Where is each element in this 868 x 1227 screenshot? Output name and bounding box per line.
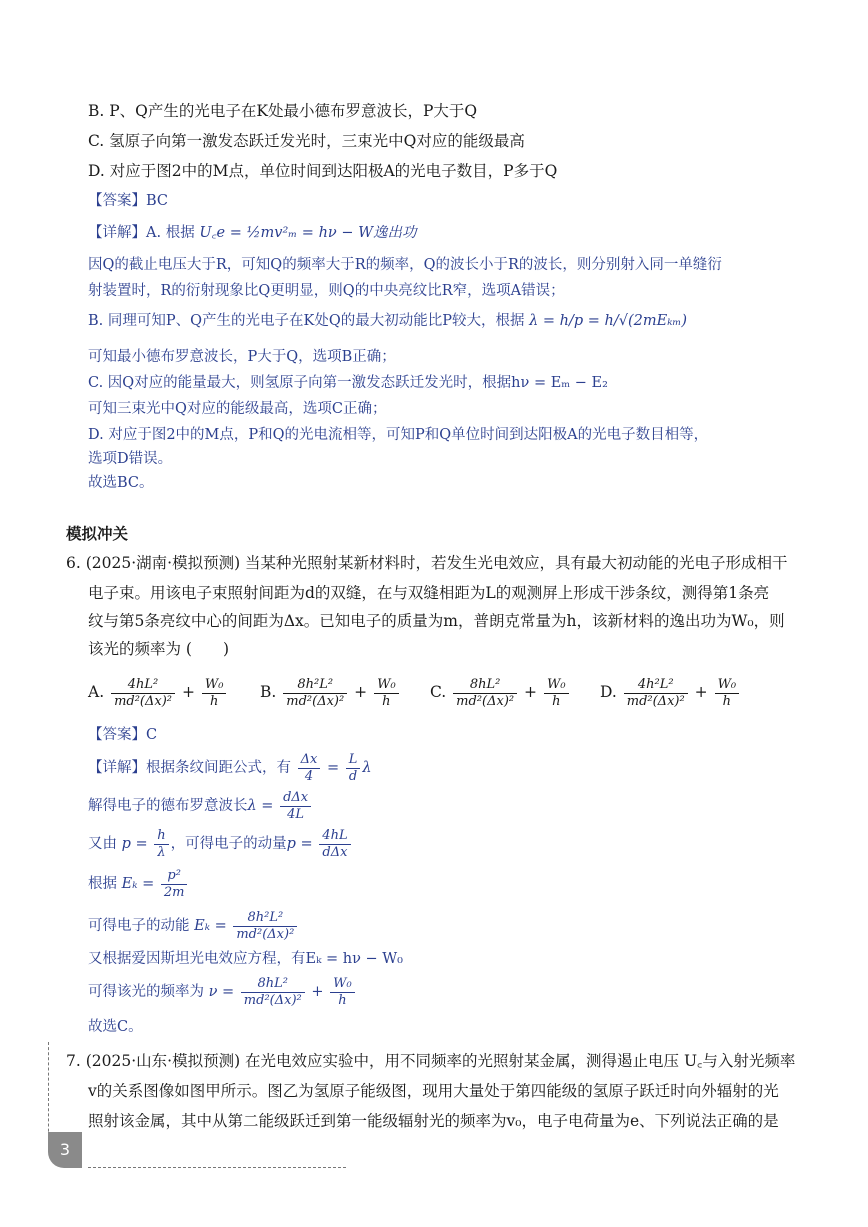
q6-detail-line: 解得电子的德布罗意波长λ = $\frac{\text{dΔx}}{4L}$ <box>88 788 313 824</box>
q5-detail-line: D. 对应于图2中的M点，P和Q的光电流相等，可知P和Q单位时间到达阳极A的光电子数目相等， <box>88 427 709 443</box>
page-number: 3 <box>48 1132 82 1168</box>
q6-stem-line: 纹与第5条亮纹中心的间距为Δx。已知电子的质量为m，普朗克常量为h，该新材料的逸出功为W₀，则 <box>88 612 785 630</box>
q7-stem-line: 照射该金属，其中从第二能级跃迁到第一能级辐射光的频率为v₀，电子电荷量为e、下列说法正确的是 <box>88 1112 779 1130</box>
q6-stem-line: 6. (2025·湖南·模拟预测) 当某种光照射某新材料时，若发生光电效应，具有最大初动能的光电子形成相干 <box>66 554 788 572</box>
q6-detail-line: 又由 p = $\frac{h}{\lambda}$ ，可得电子的动量p = $\frac{4hL}{\text{dΔx}}$ <box>88 826 353 862</box>
q5-option-b: B. P、Q产生的光电子在K处最小德布罗意波长，P大于Q <box>88 102 478 120</box>
q6-detail-line: 【详解】根据条纹间距公式，有 $\frac{\Delta x}{4}$ = $\frac{L}{d}$ λ <box>88 751 372 784</box>
q6-stem-line: 该光的频率为 ( ) <box>88 640 230 658</box>
q7-stem-line: v的关系图像如图甲所示。图乙为氢原子能级图，现用大量处于第四能级的氢原子跃迁时向外辐射的光 <box>88 1082 779 1100</box>
q7-stem-line: 7. (2025·山东·模拟预测) 在光电效应实验中，用不同频率的光照射某金属，测得遏止电压 U꜀与入射光频率 <box>66 1052 796 1070</box>
q6-option-c: C. $\frac{\text{8hL²}}{\text{md²(Δx)²}}$ + $\frac{\text{W₀}}{h}$ <box>430 672 571 712</box>
section-title: 模拟冲关 <box>66 525 129 543</box>
q6-option-d: D. $\frac{\text{4h²L²}}{\text{md²(Δx)²}}$ + $\frac{\text{W₀}}{h}$ <box>600 672 741 712</box>
q6-answer: 【答案】C <box>88 727 158 743</box>
q6-detail-line: 可得该光的频率为 ν = $\frac{\text{8hL²}}{\text{md²(Δx)²}}$ + $\frac{\text{W₀}}{h}$ <box>88 972 357 1012</box>
q5-option-d: D. 对应于图2中的M点，单位时间到达阳极A的光电子数目，P多于Q <box>88 162 558 180</box>
q5-detail-equation: U꜀e = ½mv²ₘ = hν − W逸出功 <box>199 225 417 241</box>
page-footer-divider <box>88 1167 346 1168</box>
q5-detail-line: 射装置时，R的衍射现象比Q更明显，则Q的中央亮纹比R窄，选项A错误； <box>88 283 565 299</box>
q6-detail-line: 根据 Eₖ = $\frac{\text{p²}}{2m}$ <box>88 866 189 902</box>
q5-lambda-equation: λ = h/p = h/√(2mEₖₘ) <box>529 313 688 329</box>
q5-detail-line: 可知三束光中Q对应的能级最高，选项C正确； <box>88 401 387 417</box>
q5-detail-line: 因Q的截止电压大于R，可知Q的频率大于R的频率，Q的波长小于R的波长，则分别射入同一单缝衍 <box>88 257 722 273</box>
q5-detail-line: B. 同理可知P、Q产生的光电子在K处Q的最大初动能比P较大，根据 <box>88 313 525 329</box>
q5-detail-a <box>88 222 417 244</box>
q6-option-a: A. $\frac{\text{4hL²}}{\text{md²(Δx)²}}$ + $\frac{\text{W₀}}{h}$ <box>88 672 228 712</box>
q6-stem-line: 电子束。用该电子束照射间距为d的双缝，在与双缝相距为L的观测屏上形成干涉条纹，测得第1条亮 <box>88 584 770 602</box>
q5-detail-line: 故选BC。 <box>88 475 154 491</box>
q5-detail-label: 【详解】A. 根据 <box>88 225 195 241</box>
q6-detail-line: 可得电子的动能 Eₖ = $\frac{\text{8h²L²}}{\text{md²(Δx)²}}$ <box>88 906 299 946</box>
q6-option-b: B. $\frac{\text{8h²L²}}{\text{md²(Δx)²}}$ + $\frac{\text{W₀}}{h}$ <box>260 672 401 712</box>
q5-answer: 【答案】BC <box>88 193 169 209</box>
q5-detail-line: C. 因Q对应的能量最大，则氢原子向第一激发态跃迁发光时，根据hν = Eₘ − E₂ <box>88 375 608 391</box>
q6-detail-line: 又根据爱因斯坦光电效应方程，有Eₖ = hν − W₀ <box>88 951 403 967</box>
q5-detail-line: 可知最小德布罗意波长，P大于Q，选项B正确； <box>88 349 396 365</box>
q6-detail-line: 故选C。 <box>88 1019 143 1035</box>
q5-detail-b <box>88 310 687 332</box>
q5-option-c: C. 氢原子向第一激发态跃迁发光时，三束光中Q对应的能级最高 <box>88 132 525 150</box>
q5-detail-line: 选项D错误。 <box>88 451 173 467</box>
